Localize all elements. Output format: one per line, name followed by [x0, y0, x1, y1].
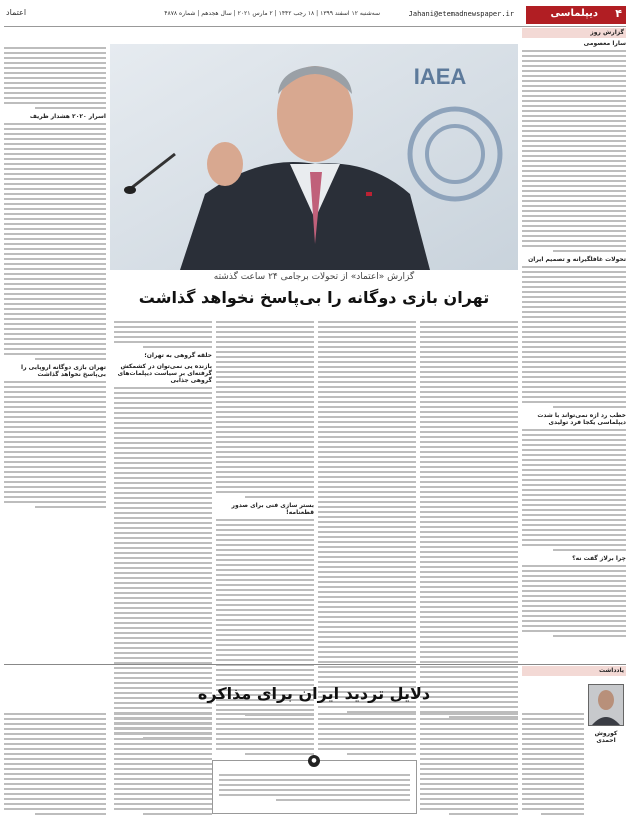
text-block: [522, 565, 626, 637]
bottom-column-2: [420, 710, 518, 810]
bottom-column-6: [4, 710, 106, 810]
page-header: [4, 6, 626, 24]
text-block: [522, 266, 626, 408]
text-block: [213, 763, 416, 801]
bottom-headline: دلایل تردید ایران برای مذاکره: [197, 684, 431, 703]
note-section-strip: یادداشت: [522, 666, 626, 676]
main-headline: تهران بازی دوگانه را بی‌پاسخ نخواهد گذاشت: [138, 288, 490, 307]
header-rule: [4, 26, 626, 27]
bottom-column-4: [216, 710, 314, 756]
bottom-column-1: [522, 710, 584, 810]
newspaper-logo: اعتماد: [6, 8, 27, 17]
text-block: [318, 321, 416, 713]
section-divider: [4, 664, 626, 665]
issue-date: سه‌شنبه ۱۲ اسفند ۱۳۹۹ | ۱۸ رجب ۱۴۴۲ | ۲ مارس ۲۰۲۱ | سال هجدهم | شماره ۴۸۷۸: [164, 10, 380, 17]
bottom-column-5: [114, 710, 212, 810]
author-byline: کوروش احمدی: [594, 730, 618, 744]
iaea-banner: IAEA: [413, 64, 467, 89]
subhead: بستر سازی فنی برای صدور قطعنامه!: [231, 502, 314, 516]
body-column-1: [420, 318, 518, 663]
text-block: [522, 713, 584, 815]
subhead: بازنده یی نمی‌توان در کشمکش گرفته‌ای بر سیاست دیپلمات‌های گروهی جذابی: [117, 363, 212, 384]
author-photo: [588, 684, 624, 726]
subhead: اسرار ۲۰۲۰ هشدار ظریف: [29, 113, 106, 120]
subhead: خطب رد ازه نمی‌تواند با شدت دیپلماسی یکجا فرد تولیدی: [537, 412, 626, 426]
text-block: [522, 429, 626, 551]
kicker: گزارش روز: [522, 28, 626, 38]
photo-caption: گزارش «اعتماد» از تحولات برجامی ۲۴ ساعت گذشته: [213, 272, 415, 282]
text-block: [114, 321, 212, 348]
text-block: [522, 50, 626, 252]
body-column-4: [114, 318, 212, 663]
author-name: سارا معصومی: [583, 40, 626, 47]
text-block: [4, 713, 106, 815]
section-title: دیپلماسی: [550, 8, 598, 19]
subhead: تحولات غافلگیرانه و تصمیم ایران: [528, 256, 626, 263]
bottom-column-3: [318, 710, 416, 756]
text-block: [4, 123, 106, 360]
page-number: ۴: [615, 7, 622, 20]
text-block: [318, 713, 416, 755]
text-block: [4, 381, 106, 508]
quote-marker-icon: ●: [308, 755, 320, 767]
main-photo: [110, 44, 518, 270]
body-column-3: [216, 318, 314, 663]
text-block: [114, 713, 212, 815]
subhead: تهران بازی دوگانه اروپایی را بی‌پاسخ نخواهد گذاشت: [21, 364, 106, 378]
right-column: [522, 28, 626, 663]
body-column-2: [318, 318, 416, 663]
left-column: [4, 44, 106, 664]
subhead: حلقه گروهی به تهران؛: [144, 352, 212, 359]
subhead: چرا برلاز گفت نه؟: [572, 555, 626, 562]
section-banner: [526, 6, 626, 24]
text-block: [216, 713, 314, 755]
text-block: [216, 321, 314, 498]
text-block: [420, 321, 518, 718]
email-address[interactable]: Jahani@etemadnewspaper.ir: [408, 10, 514, 18]
text-block: [4, 47, 106, 109]
photo-illustration: [110, 44, 518, 270]
author-portrait-icon: [589, 685, 623, 725]
pull-quote-box: [212, 757, 417, 814]
text-block: [420, 713, 518, 815]
